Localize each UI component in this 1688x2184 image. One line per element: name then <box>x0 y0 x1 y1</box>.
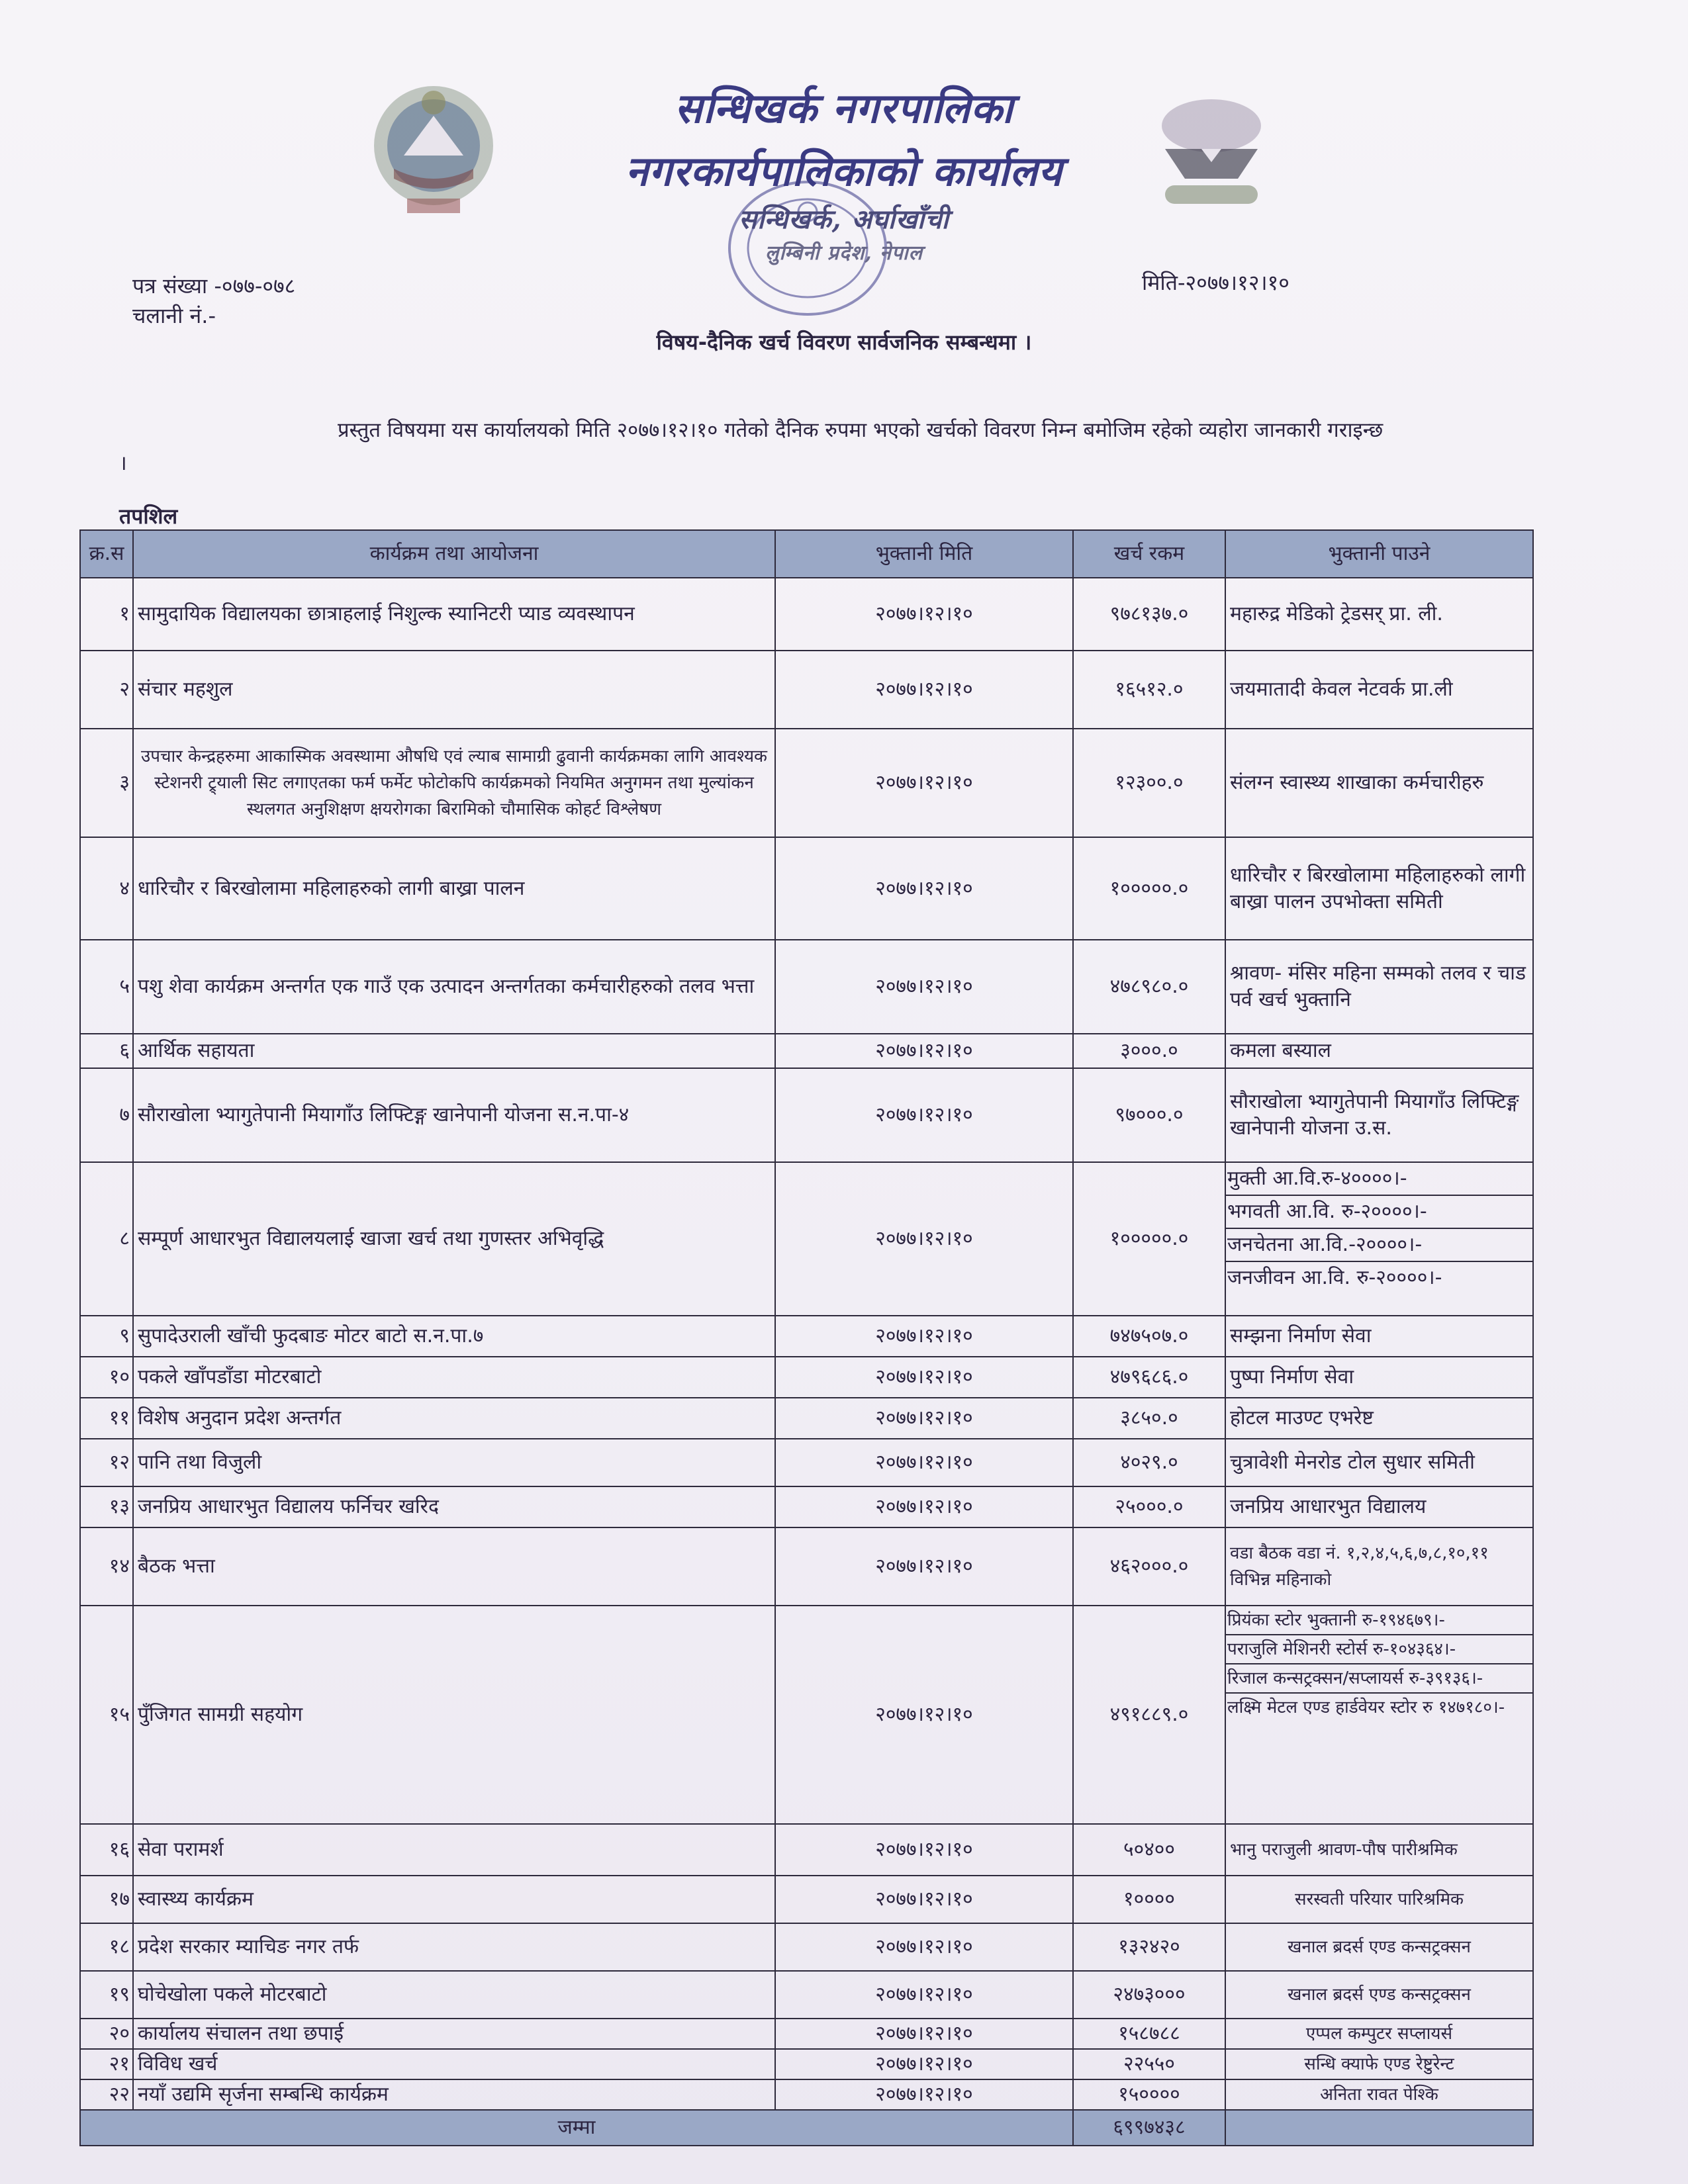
table-row <box>80 578 1533 651</box>
row-amount: ४९१८८९.० <box>1073 1606 1225 1824</box>
table-row <box>80 1068 1533 1162</box>
row-payee: भानु पराजुली श्रावण-पौष पारीश्रमिक <box>1225 1824 1533 1876</box>
row-amount: १३२४२० <box>1073 1923 1225 1971</box>
payee-entry: जनजीवन आ.वि. रु-२००००।- <box>1227 1266 1442 1289</box>
row-date: २०७७।१२।१० <box>775 1357 1073 1398</box>
row-payee: खनाल ब्रदर्स एण्ड कन्सट्रक्सन <box>1225 1923 1533 1971</box>
table-row <box>80 1034 1533 1068</box>
row-amount: १५०००० <box>1073 2079 1225 2110</box>
row-payee: चुत्रावेशी मेनरोड टोल सुधार समिती <box>1225 1439 1533 1486</box>
row-serial: २० <box>80 2019 133 2049</box>
row-amount: १०००० <box>1073 1876 1225 1923</box>
table-row <box>80 1876 1533 1923</box>
row-program: पुँजिगत सामग्री सहयोग <box>133 1606 775 1824</box>
col-header-program: कार्यक्रम तथा आयोजना <box>133 530 775 578</box>
row-amount: ७४७५०७.० <box>1073 1316 1225 1357</box>
office-location: सन्धिखर्क, अर्घाखाँची <box>739 204 949 235</box>
table-row <box>80 1162 1533 1316</box>
row-payee: जयमातादी केवल नेटवर्क प्रा.ली <box>1225 651 1533 729</box>
row-program: सौराखोला भ्यागुतेपानी मियागाँउ लिफ्टिङ्ग खानेपानी योजना स.न.पा-४ <box>133 1068 775 1162</box>
table-row <box>80 2049 1533 2079</box>
row-date: २०७७।१२।१० <box>775 2049 1073 2079</box>
row-date: २०७७।१२।१० <box>775 1486 1073 1527</box>
row-payee: सम्झना निर्माण सेवा <box>1225 1316 1533 1357</box>
expense-table <box>79 529 1534 2146</box>
row-date: २०७७।१२।१० <box>775 729 1073 837</box>
table-row <box>80 837 1533 940</box>
row-date: २०७७।१२।१० <box>775 1527 1073 1606</box>
dispatch-number: चलानी नं.- <box>132 303 216 328</box>
row-payee: सरस्वती परियार पारिश्रमिक <box>1225 1876 1533 1923</box>
row-payee: संलग्न स्वास्थ्य शाखाका कर्मचारीहरु <box>1225 729 1533 837</box>
row-payee: सन्धि क्याफे एण्ड रेष्टुरेन्ट <box>1225 2049 1533 2079</box>
row-program: सुपादेउराली खाँची फुदबाङ मोटर बाटो स.न.पा.७ <box>133 1316 775 1357</box>
row-program: पानि तथा विजुली <box>133 1439 775 1486</box>
row-payee: जनप्रिय आधारभुत विद्यालय <box>1225 1486 1533 1527</box>
row-payee: खनाल ब्रदर्स एण्ड कन्सट्रक्सन <box>1225 1971 1533 2019</box>
total-amount: ६९९७४३८ <box>1073 2110 1225 2146</box>
row-amount: ५०४०० <box>1073 1824 1225 1876</box>
col-header-amount: खर्च रकम <box>1073 530 1225 578</box>
row-amount: १५८७८८ <box>1073 2019 1225 2049</box>
payee-entry: भगवती आ.वि. रु-२००००।- <box>1226 1196 1532 1229</box>
row-serial: ४ <box>80 837 133 940</box>
row-program: घोचेखोला पकले मोटरबाटो <box>133 1971 775 2019</box>
row-payee-list <box>1225 1606 1533 1824</box>
row-program: स्वास्थ्य कार्यक्रम <box>133 1876 775 1923</box>
row-serial: ११ <box>80 1398 133 1439</box>
row-amount: ९७०००.० <box>1073 1068 1225 1162</box>
table-row <box>80 2019 1533 2049</box>
row-serial: ८ <box>80 1162 133 1316</box>
row-serial: १० <box>80 1357 133 1398</box>
row-payee: सौराखोला भ्यागुतेपानी मियागाँउ लिफ्टिङ्ग खानेपानी योजना उ.स. <box>1225 1068 1533 1162</box>
payee-entry: लक्ष्मि मेटल एण्ड हार्डवेयर स्टोर रु १४७१८०।- <box>1227 1698 1505 1717</box>
col-header-date: भुक्तानी मिति <box>775 530 1073 578</box>
total-empty <box>1225 2110 1533 2146</box>
details-heading: तपशिल <box>119 504 178 529</box>
row-serial: २१ <box>80 2049 133 2079</box>
total-label: जम्मा <box>80 2110 1073 2146</box>
row-serial: १६ <box>80 1824 133 1876</box>
row-date: २०७७।१२।१० <box>775 1398 1073 1439</box>
table-row <box>80 651 1533 729</box>
table-row <box>80 1527 1533 1606</box>
row-amount: २२५५० <box>1073 2049 1225 2079</box>
row-date: २०७७।१२।१० <box>775 651 1073 729</box>
row-serial: ९ <box>80 1316 133 1357</box>
row-serial: १३ <box>80 1486 133 1527</box>
table-row <box>80 1486 1533 1527</box>
row-amount: २५०००.० <box>1073 1486 1225 1527</box>
row-program: प्रदेश सरकार म्याचिङ नगर तर्फ <box>133 1923 775 1971</box>
table-row <box>80 1398 1533 1439</box>
row-program: सेवा परामर्श <box>133 1824 775 1876</box>
row-amount: ३०००.० <box>1073 1034 1225 1068</box>
row-date: २०७७।१२।१० <box>775 1034 1073 1068</box>
row-amount: ४०२९.० <box>1073 1439 1225 1486</box>
payee-entry: रिजाल कन्सट्रक्सन/सप्लायर्स रु-३९१३६।- <box>1226 1664 1532 1694</box>
row-date: २०७७।१२।१० <box>775 1824 1073 1876</box>
row-program: नयाँ उद्यमि सृर्जना सम्बन्धि कार्यक्रम <box>133 2079 775 2110</box>
row-date: २०७७।१२।१० <box>775 1971 1073 2019</box>
row-amount: १०००००.० <box>1073 837 1225 940</box>
table-row <box>80 1357 1533 1398</box>
office-province: लुम्बिनी प्रदेश, नेपाल <box>765 242 923 265</box>
row-date: २०७७।१२।१० <box>775 1439 1073 1486</box>
table-row <box>80 1316 1533 1357</box>
row-amount: ३८५०.० <box>1073 1398 1225 1439</box>
row-date: २०७७।१२।१० <box>775 1876 1073 1923</box>
row-payee: अनिता रावत पेश्कि <box>1225 2079 1533 2110</box>
row-program: आर्थिक सहायता <box>133 1034 775 1068</box>
row-date: २०७७।१२।१० <box>775 1606 1073 1824</box>
row-date: २०७७।१२।१० <box>775 2079 1073 2110</box>
row-date: २०७७।१२।१० <box>775 2019 1073 2049</box>
row-payee: पुष्पा निर्माण सेवा <box>1225 1357 1533 1398</box>
row-program: सामुदायिक विद्यालयका छात्राहलाई निशुल्क स्यानिटरी प्याड व्यवस्थापन <box>133 578 775 651</box>
subject-line: विषय-दैनिक खर्च विवरण सार्वजनिक सम्बन्धमा । <box>656 330 1032 355</box>
row-program: पकले खाँपडाँडा मोटरबाटो <box>133 1357 775 1398</box>
row-program: सम्पूर्ण आधारभुत विद्यालयलाई खाजा खर्च तथा गुणस्तर अभिवृद्धि <box>133 1162 775 1316</box>
row-payee-list <box>1225 1162 1533 1316</box>
row-serial: १५ <box>80 1606 133 1824</box>
table-row <box>80 1971 1533 2019</box>
row-serial: ५ <box>80 940 133 1034</box>
row-amount: ४७९६८६.० <box>1073 1357 1225 1398</box>
payee-entry: जनचेतना आ.वि.-२००००।- <box>1226 1229 1532 1262</box>
row-serial: ३ <box>80 729 133 837</box>
row-payee: होटल माउण्ट एभरेष्ट <box>1225 1398 1533 1439</box>
row-payee: कमला बस्याल <box>1225 1034 1533 1068</box>
row-serial: २२ <box>80 2079 133 2110</box>
row-date: २०७७।१२।१० <box>775 940 1073 1034</box>
municipality-name: सन्धिखर्क नगरपालिका <box>675 84 1013 132</box>
row-payee: एप्पल कम्पुटर सप्लायर्स <box>1225 2019 1533 2049</box>
row-serial: १२ <box>80 1439 133 1486</box>
row-amount: १२३००.० <box>1073 729 1225 837</box>
row-payee: धारिचौर र बिरखोलामा महिलाहरुको लागी बाख्रा पालन उपभोक्ता समिती <box>1225 837 1533 940</box>
row-program: जनप्रिय आधारभुत विद्यालय फर्निचर खरिद <box>133 1486 775 1527</box>
payee-entry: प्रियंका स्टोर भुक्तानी रु-१९४६७९।- <box>1226 1606 1532 1635</box>
table-row <box>80 1439 1533 1486</box>
row-amount: १०००००.० <box>1073 1162 1225 1316</box>
row-amount: ९७८१३७.० <box>1073 578 1225 651</box>
row-date: २०७७।१२।१० <box>775 1162 1073 1316</box>
letter-date: मिति-२०७७।१२।१० <box>1142 270 1289 295</box>
table-row <box>80 729 1533 837</box>
row-program: उपचार केन्द्रहरुमा आकास्मिक अवस्थामा औषधि एवं ल्याब सामाग्री ढुवानी कार्यक्रमका लागि आवश्यक स्टेशनरी ट्र्याली सिट लगाएतका फर्म फर्मेट फोटोकपि कार्यक्रमको नियमित अनुगमन तथा मुल्यांकन स्थलगत अनुशिक्षण क्षयरोगका बिरामिको चौमासिक कोहर्ट विश्लेषण <box>133 729 775 837</box>
row-program: कार्यालय संचालन तथा छपाई <box>133 2019 775 2049</box>
col-header-payee: भुक्तानी पाउने <box>1225 530 1533 578</box>
row-date: २०७७।१२।१० <box>775 578 1073 651</box>
letter-number: पत्र संख्या -०७७-०७८ <box>132 273 296 298</box>
table-row <box>80 1606 1533 1824</box>
row-program: धारिचौर र बिरखोलामा महिलाहरुको लागी बाख्रा पालन <box>133 837 775 940</box>
row-serial: १९ <box>80 1971 133 2019</box>
payee-entry: मुक्ती आ.वि.रु-४००००।- <box>1226 1163 1532 1196</box>
row-amount: २४७३००० <box>1073 1971 1225 2019</box>
row-program: पशु शेवा कार्यक्रम अन्तर्गत एक गाउँ एक उत्पादन अन्तर्गतका कर्मचारीहरुको तलव भत्ता <box>133 940 775 1034</box>
row-serial: १४ <box>80 1527 133 1606</box>
row-amount: ४७८९८०.० <box>1073 940 1225 1034</box>
table-row <box>80 2079 1533 2110</box>
row-date: २०७७।१२।१० <box>775 1923 1073 1971</box>
row-amount: १६५१२.० <box>1073 651 1225 729</box>
row-program: विविध खर्च <box>133 2049 775 2079</box>
row-serial: १ <box>80 578 133 651</box>
row-serial: ६ <box>80 1034 133 1068</box>
table-header-row <box>80 530 1533 578</box>
row-program: संचार महशुल <box>133 651 775 729</box>
row-serial: १७ <box>80 1876 133 1923</box>
table-row <box>80 940 1533 1034</box>
row-date: २०७७।१२।१० <box>775 1316 1073 1357</box>
table-row <box>80 1824 1533 1876</box>
total-row <box>80 2110 1533 2146</box>
row-date: २०७७।१२।१० <box>775 1068 1073 1162</box>
row-payee: वडा बैठक वडा नं. १,२,४,५,६,७,८,१०,११ विभिन्न महिनाको <box>1225 1527 1533 1606</box>
row-serial: १८ <box>80 1923 133 1971</box>
table-body <box>80 578 1533 2110</box>
row-payee: श्रावण- मंसिर महिना सम्मको तलव र चाड पर्व खर्च भुक्तानि <box>1225 940 1533 1034</box>
col-header-sn: क्र.स <box>80 530 133 578</box>
row-date: २०७७।१२।१० <box>775 837 1073 940</box>
office-name: नगरकार्यपालिकाको कार्यालय <box>625 147 1063 195</box>
row-serial: २ <box>80 651 133 729</box>
row-program: बैठक भत्ता <box>133 1527 775 1606</box>
body-paragraph: प्रस्तुत विषयमा यस कार्यालयको मिति २०७७।१२।१० गतेको दैनिक रुपमा भएको खर्चको विवरण निम्न बमोजिम रहेको व्यहोरा जानकारी गराइन्छ । <box>119 418 1383 475</box>
row-program: विशेष अनुदान प्रदेश अन्तर्गत <box>133 1398 775 1439</box>
row-amount: ४६२०००.० <box>1073 1527 1225 1606</box>
row-serial: ७ <box>80 1068 133 1162</box>
payee-entry: पराजुलि मेशिनरी स्टोर्स रु-१०४३६४।- <box>1226 1635 1532 1664</box>
table-row <box>80 1923 1533 1971</box>
row-payee: महारुद्र मेडिको ट्रेडसर् प्रा. ली. <box>1225 578 1533 651</box>
